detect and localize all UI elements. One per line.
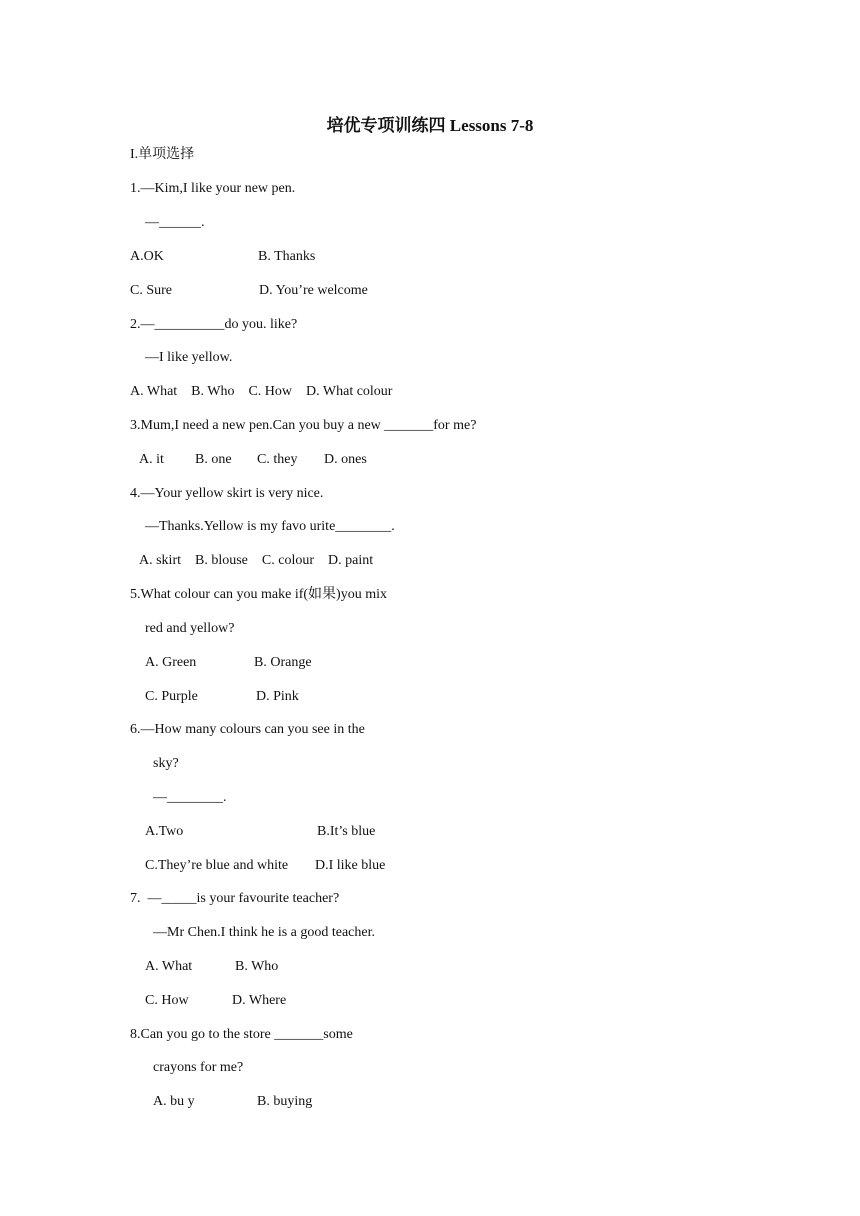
question-7-option-d: D. Where [232, 993, 287, 1008]
question-8-stem-line-2: crayons for me? [153, 1060, 244, 1075]
question-2-stem: 2.—__________do you. like? [130, 317, 298, 332]
question-7-reply: —Mr Chen.I think he is a good teacher. [153, 925, 376, 940]
question-8-option-a: A. bu y [153, 1094, 195, 1109]
question-7-option-b: B. Who [235, 959, 279, 974]
question-4-options: A. skirt B. blouse C. colour D. paint [139, 553, 374, 568]
question-3-option-b: B. one [195, 452, 232, 467]
question-7-stem: 7. —_____is your favourite teacher? [130, 891, 340, 906]
question-1-reply: —______. [145, 215, 205, 230]
question-8-option-b: B. buying [257, 1094, 313, 1109]
question-6-option-c: C.They’re blue and white [145, 858, 289, 873]
question-1-option-c: C. Sure [130, 283, 172, 298]
question-5-option-d: D. Pink [256, 689, 299, 704]
question-6-option-b: B.It’s blue [317, 824, 376, 839]
question-5-stem-line-1: 5.What colour can you make if(如果)you mix [130, 587, 387, 602]
question-3-stem: 3.Mum,I need a new pen.Can you buy a new _______for me? [130, 418, 477, 433]
question-6-stem-line-2: sky? [153, 756, 179, 771]
question-3-option-a: A. it [139, 452, 164, 467]
question-2-options: A. What B. Who C. How D. What colour [130, 384, 393, 399]
question-3-option-d: D. ones [324, 452, 367, 467]
question-1-option-d: D. You’re welcome [259, 283, 368, 298]
question-5-stem-line-2: red and yellow? [145, 621, 235, 636]
section-heading: I.单项选择 [130, 147, 195, 162]
question-6-reply: —________. [153, 790, 227, 805]
question-6-stem-line-1: 6.—How many colours can you see in the [130, 722, 365, 737]
question-3-option-c: C. they [257, 452, 298, 467]
question-6-option-d: D.I like blue [315, 858, 386, 873]
question-5-option-b: B. Orange [254, 655, 312, 670]
question-5-option-c: C. Purple [145, 689, 198, 704]
question-6-option-a: A.Two [145, 824, 184, 839]
question-1-stem: 1.—Kim,I like your new pen. [130, 181, 296, 196]
question-4-stem: 4.—Your yellow skirt is very nice. [130, 486, 324, 501]
page-title: 培优专项训练四 Lessons 7-8 [326, 116, 534, 135]
question-2-reply: —I like yellow. [145, 350, 233, 365]
question-1-option-b: B. Thanks [258, 249, 316, 264]
question-1-option-a: A.OK [130, 249, 164, 264]
question-8-stem-line-1: 8.Can you go to the store _______some [130, 1027, 353, 1042]
question-5-option-a: A. Green [145, 655, 197, 670]
question-4-reply: —Thanks.Yellow is my favo urite________. [145, 519, 395, 534]
question-7-option-a: A. What [145, 959, 193, 974]
question-7-option-c: C. How [145, 993, 189, 1008]
